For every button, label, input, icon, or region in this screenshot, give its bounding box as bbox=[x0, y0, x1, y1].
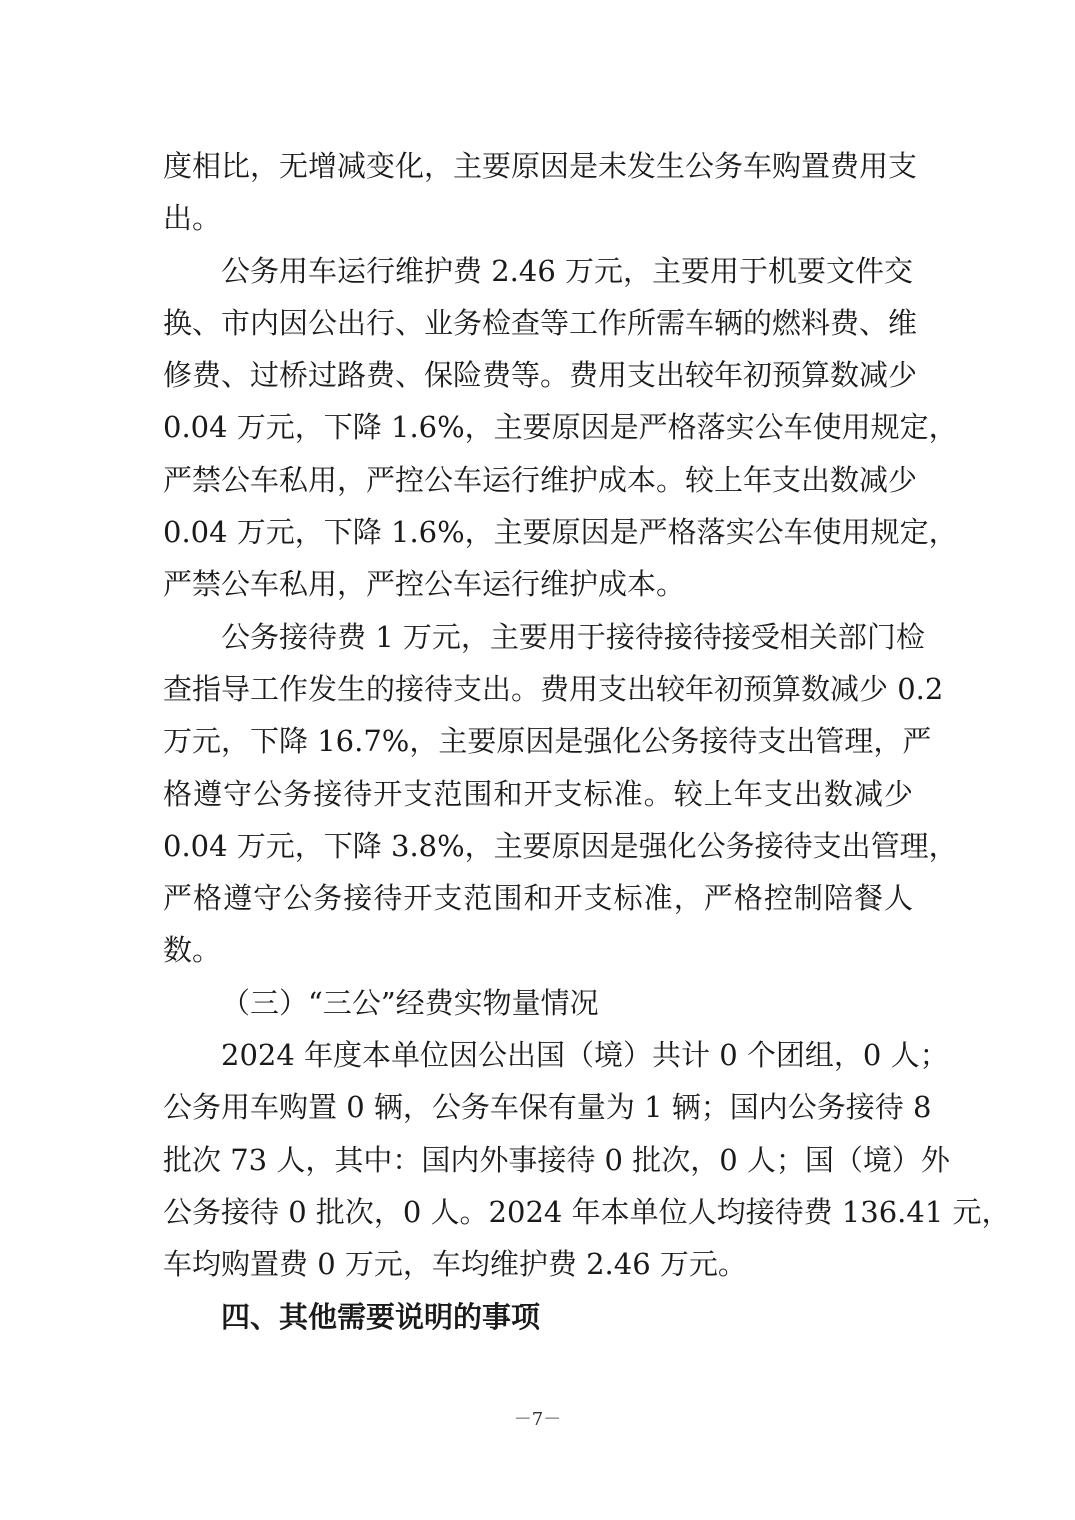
text-line: 0.04 万元，下降 1.6%，主要原因是严格落实公车使用规定， bbox=[163, 515, 958, 550]
text-line: 换、市内因公出行、业务检查等工作所需车辆的燃料费、维 bbox=[163, 305, 918, 340]
text-line: 万元，下降 16.7%，主要原因是强化公务接待支出管理，严 bbox=[163, 724, 932, 759]
text-line: 修费、过桥过路费、保险费等。费用支出较年初预算数减少 bbox=[163, 358, 918, 393]
text-line: 度相比，无增减变化，主要原因是未发生公务车购置费用支 bbox=[163, 149, 918, 183]
paragraph-start-line: 公务用车运行维护费 2.46 万元，主要用于机要文件交 bbox=[221, 253, 914, 288]
document-body bbox=[163, 140, 1011, 1343]
page-number: －7－ bbox=[513, 1409, 562, 1430]
section-heading: 四、其他需要说明的事项 bbox=[221, 1299, 541, 1334]
paragraph-start-line: 2024 年度本单位因公出国（境）共计 0 个团组，0 人； bbox=[221, 1038, 949, 1073]
text-line: 严格遵守公务接待开支范围和开支标准，严格控制陪餐人 bbox=[163, 881, 913, 916]
text-line: 0.04 万元，下降 1.6%，主要原因是严格落实公车使用规定， bbox=[163, 410, 958, 445]
text-line: 批次 73 人，其中：国内外事接待 0 批次，0 人；国（境）外 bbox=[163, 1142, 950, 1177]
text-line: 公务接待 0 批次，0 人。2024 年本单位人均接待费 136.41 元， bbox=[163, 1194, 1011, 1229]
text-line: 出。 bbox=[163, 201, 222, 236]
text-line: 严禁公车私用，严控公车运行维护成本。 bbox=[163, 567, 686, 602]
text-line: 公务用车购置 0 辆，公务车保有量为 1 辆；国内公务接待 8 bbox=[163, 1090, 932, 1125]
text-line: 严禁公车私用，严控公车运行维护成本。较上年支出数减少 bbox=[163, 462, 918, 497]
text-line: 数。 bbox=[163, 933, 222, 968]
text-line: 格遵守公务接待开支范围和开支标准。较上年支出数减少 bbox=[163, 776, 913, 811]
subsection-heading: （三）“三公”经费实物量情况 bbox=[221, 985, 599, 1020]
text-line: 0.04 万元，下降 3.8%，主要原因是强化公务接待支出管理， bbox=[163, 828, 958, 863]
text-line: 车均购置费 0 万元，车均维护费 2.46 万元。 bbox=[163, 1247, 747, 1282]
paragraph-start-line: 公务接待费 1 万元，主要用于接待接待接受相关部门检 bbox=[221, 619, 925, 654]
text-line: 查指导工作发生的接待支出。费用支出较年初预算数减少 0.2 bbox=[163, 671, 944, 706]
